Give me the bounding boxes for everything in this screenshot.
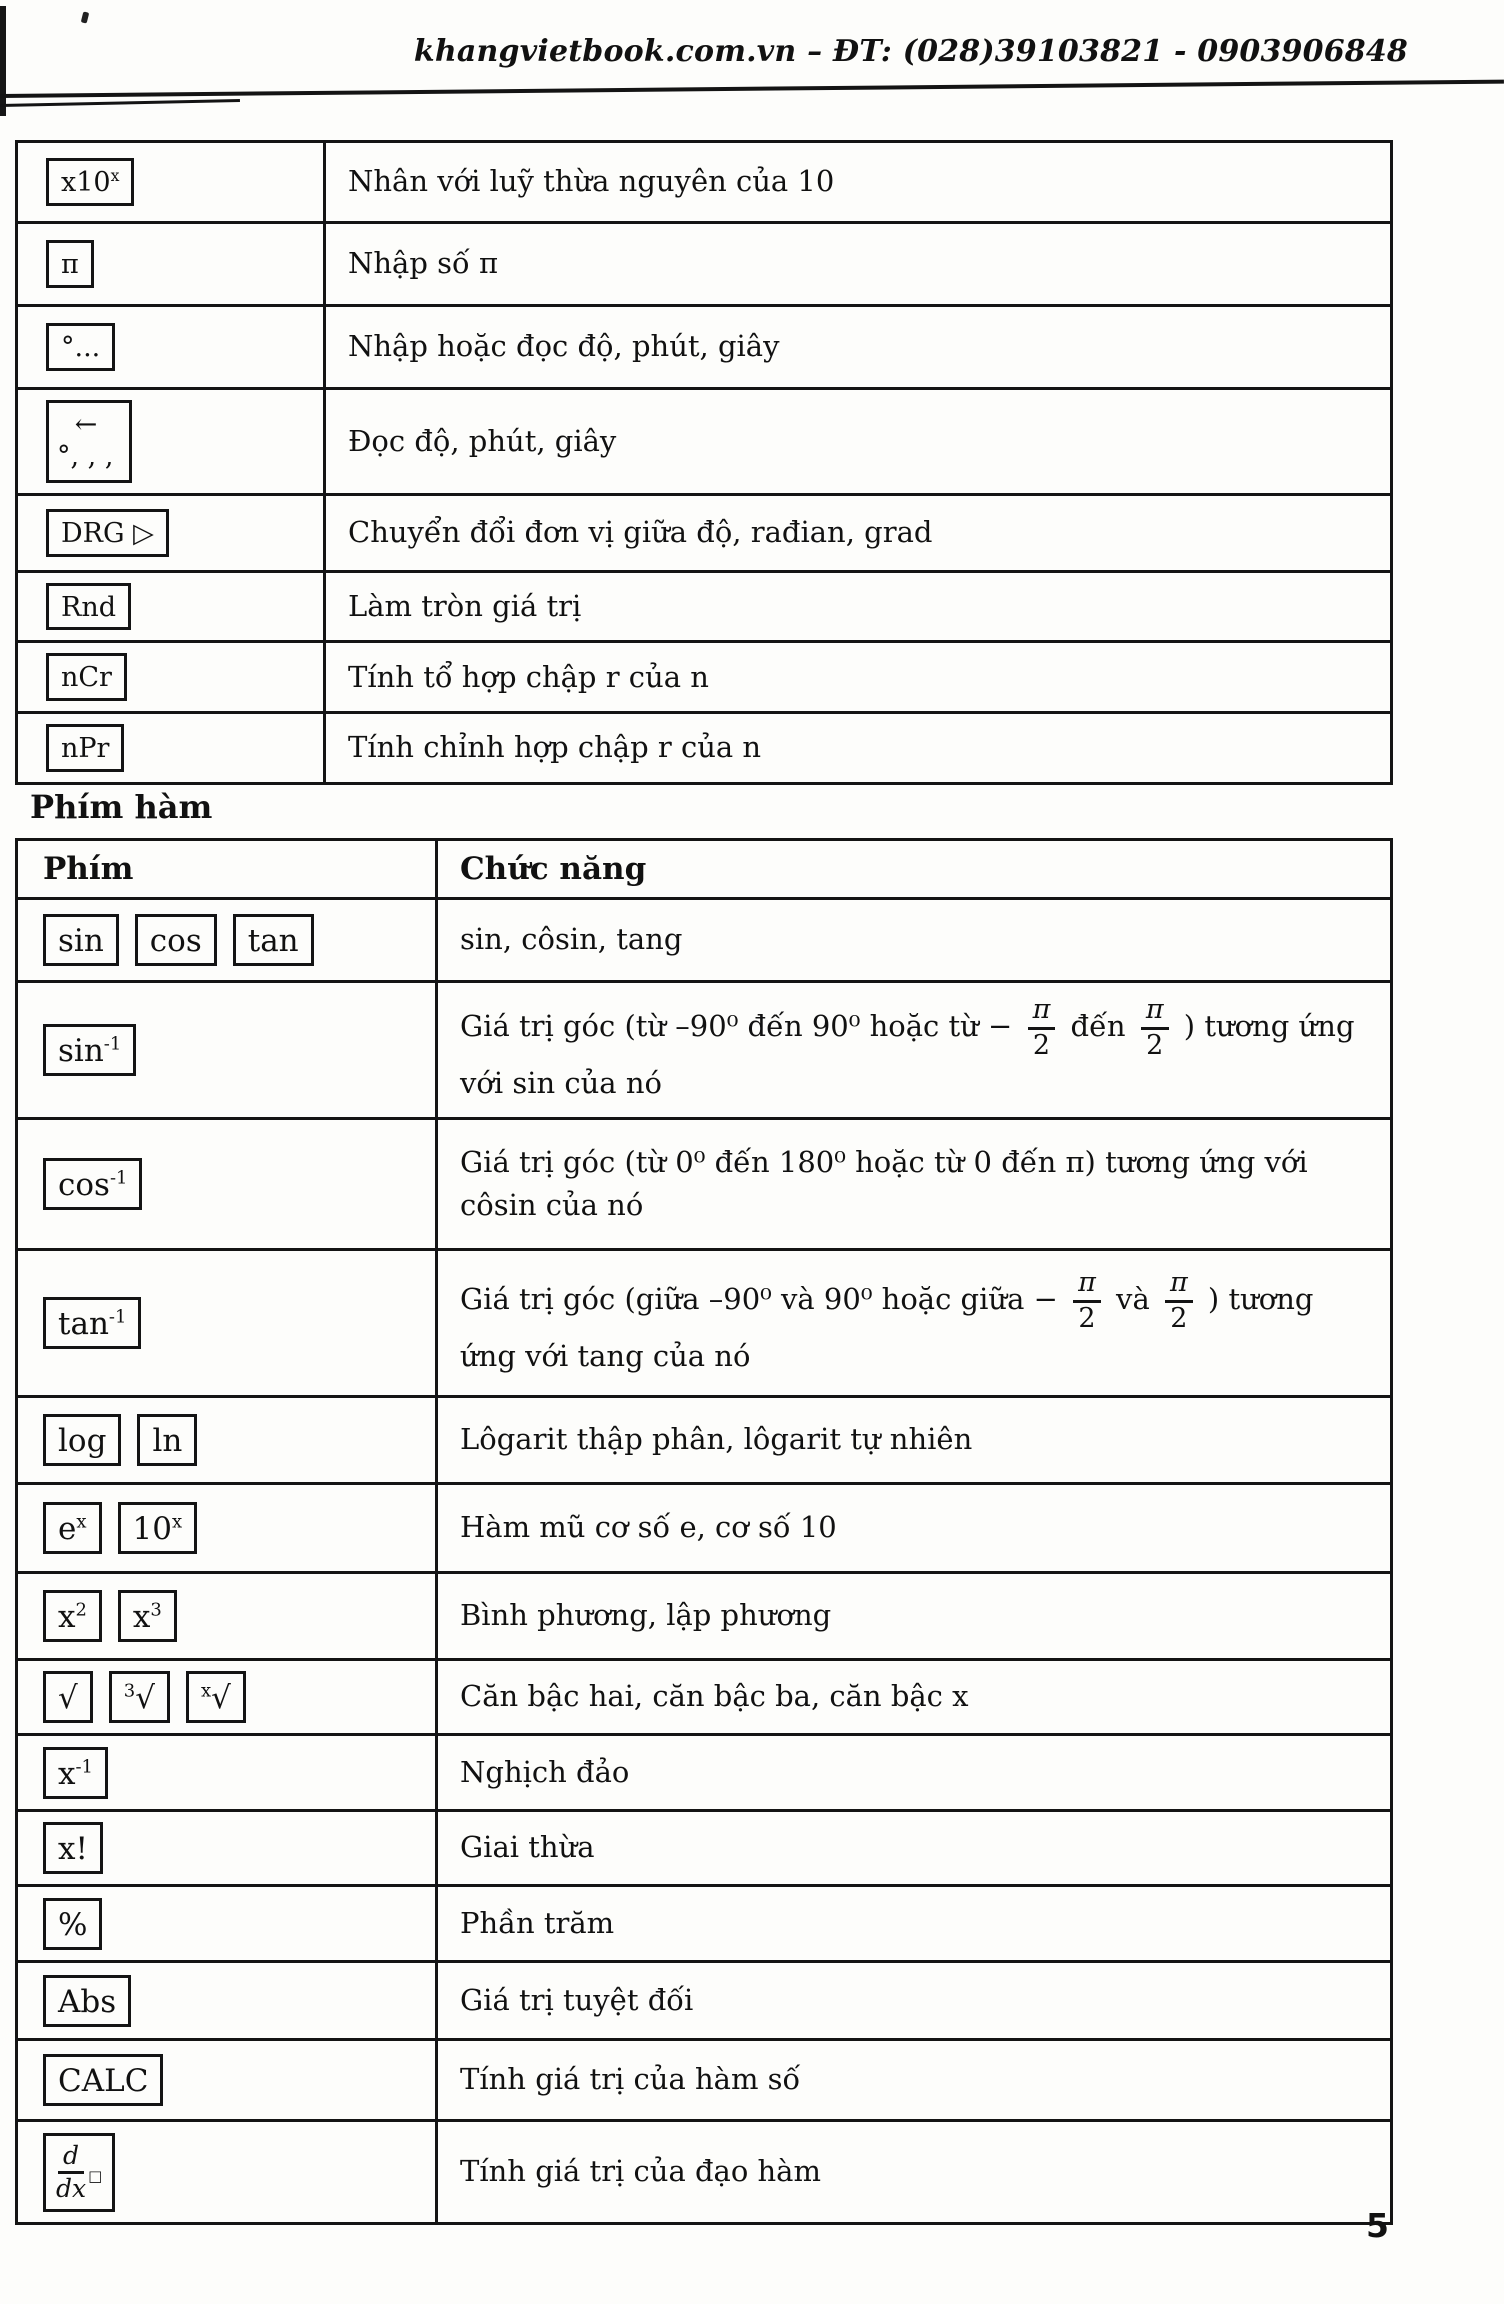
calc-key: tan — [233, 914, 314, 966]
table-row — [18, 493, 1390, 570]
calc-key: Abs — [43, 1975, 131, 2027]
key-cell — [18, 573, 326, 641]
function-description: Chuyển đổi đơn vị giữa độ, rađian, grad — [348, 515, 933, 550]
table-row — [18, 711, 1390, 782]
key-cell — [18, 900, 438, 980]
key-cell — [18, 1398, 438, 1482]
function-description: Đọc độ, phút, giây — [348, 423, 617, 458]
function-description: Làm tròn giá trị — [348, 588, 582, 623]
function-cell — [326, 307, 1390, 387]
function-cell — [438, 1812, 1390, 1884]
key-line: °, , , — [57, 441, 114, 473]
function-description: Tính chỉnh hợp chập r của n — [348, 730, 762, 765]
key-cell — [18, 496, 326, 570]
function-description: Căn bậc hai, căn bậc ba, căn bậc x — [460, 1679, 969, 1714]
key-line: ← — [74, 409, 98, 440]
fraction-denominator: 2 — [1170, 1302, 1188, 1334]
key-cell — [18, 2122, 438, 2222]
function-cell — [438, 1398, 1390, 1482]
calc-key: $e^x$ — [43, 1502, 102, 1554]
function-description: Hàm mũ cơ số e, cơ số 10 — [460, 1510, 837, 1545]
key-superscript: -1 — [108, 1306, 127, 1328]
fraction-denominator: 2 — [1032, 1029, 1051, 1061]
function-description: Giá trị góc (giữa –90⁰ và 90⁰ hoặc giữa − $\frac{\pi}{2}$ và $\frac{\pi}{2}$ ) tương ứng với tang của nó — [460, 1267, 1314, 1374]
calc-key: ln — [137, 1414, 197, 1466]
calc-key — [43, 2133, 115, 2212]
calc-key: Rnd — [46, 583, 131, 631]
function-cell — [326, 390, 1390, 493]
header-rule — [0, 80, 1504, 98]
calc-key: $\sin^{-1}$ — [43, 1024, 136, 1076]
table-row — [18, 1117, 1390, 1248]
function-cell — [326, 714, 1390, 782]
key-cell — [18, 1736, 438, 1809]
calc-key: π — [46, 240, 94, 288]
table-row — [18, 1658, 1390, 1733]
table-row — [18, 1960, 1390, 2038]
function-cell — [326, 573, 1390, 641]
key-cell — [18, 643, 326, 711]
key-superscript: -1 — [109, 1167, 128, 1189]
key-cell — [18, 714, 326, 782]
calc-key: log — [43, 1414, 121, 1466]
function-cell — [438, 1251, 1390, 1395]
table-row — [18, 1733, 1390, 1809]
table-header-row — [18, 841, 1390, 897]
function-cell — [438, 1661, 1390, 1733]
key-cell — [18, 1887, 438, 1960]
function-cell — [438, 1574, 1390, 1658]
calc-key: nCr — [46, 653, 127, 701]
calc-key: $^3$√ — [109, 1671, 170, 1723]
scan-mark-artifact — [81, 11, 89, 23]
column-header-function: Chức năng — [460, 851, 647, 887]
calc-key: $\tan^{-1}$ — [43, 1297, 141, 1349]
key-reference-table — [15, 140, 1393, 785]
key-cell — [18, 1812, 438, 1884]
header-rule-secondary — [0, 99, 240, 107]
function-description: Bình phương, lập phương — [460, 1598, 832, 1633]
key-superscript: x — [171, 1511, 183, 1533]
key-cell — [18, 2041, 438, 2119]
calc-key: % — [43, 1898, 102, 1950]
function-cell — [326, 143, 1390, 221]
fraction-numerator: π — [1028, 994, 1056, 1029]
table-row — [18, 2119, 1390, 2222]
fraction — [56, 2141, 86, 2204]
fraction-denominator: dx — [56, 2173, 87, 2203]
function-cell — [438, 1736, 1390, 1809]
function-description: Phần trăm — [460, 1905, 615, 1940]
fraction-numerator: π — [1073, 1267, 1101, 1302]
key-superscript: -1 — [103, 1033, 122, 1055]
table-row — [18, 143, 1390, 221]
table-row — [18, 640, 1390, 711]
function-cell — [438, 1485, 1390, 1571]
key-presuperscript: x — [200, 1680, 212, 1702]
calc-key: $^x$√ — [186, 1671, 246, 1723]
function-cell — [438, 1963, 1390, 2038]
scan-spine-artifact — [0, 6, 6, 116]
fraction — [1141, 994, 1169, 1062]
fraction-numerator: π — [1141, 994, 1169, 1029]
calc-key: nPr — [46, 724, 124, 772]
calc-key: DRG ▷ — [46, 509, 169, 557]
table-row — [18, 221, 1390, 304]
calc-key — [46, 400, 132, 483]
function-cell — [438, 983, 1390, 1117]
function-cell — [326, 643, 1390, 711]
function-description: Tính giá trị của hàm số — [460, 2062, 801, 2097]
fraction-denominator: 2 — [1078, 1302, 1096, 1334]
function-cell — [326, 496, 1390, 570]
table-row — [18, 980, 1390, 1117]
key-superscript: x — [76, 1511, 87, 1533]
calc-key: $x^2$ — [43, 1590, 102, 1642]
calc-key: x10$^x$ — [46, 158, 134, 206]
key-cell — [18, 1574, 438, 1658]
function-description: Giá trị góc (từ 0⁰ đến 180⁰ hoặc từ 0 đến π) tương ứng với côsin của nó — [460, 1144, 1308, 1222]
function-cell — [438, 1120, 1390, 1248]
function-cell — [438, 1887, 1390, 1960]
calc-key: √ — [43, 1671, 93, 1723]
key-cell — [18, 983, 438, 1117]
table-row — [18, 1884, 1390, 1960]
fraction — [1073, 1267, 1101, 1335]
calc-key: °... — [46, 323, 115, 371]
key-suffix: □ — [88, 2166, 103, 2185]
fraction-numerator: d — [58, 2141, 84, 2174]
key-cell — [18, 1251, 438, 1395]
function-description: Nghịch đảo — [460, 1754, 630, 1789]
calc-key: $x^{-1}$ — [43, 1747, 108, 1799]
table-row — [18, 1809, 1390, 1884]
header-credit: khangvietbook.com.vn – ĐT: (028)39103821 - 0903906848 — [413, 34, 1408, 69]
function-description: Nhân với luỹ thừa nguyên của 10 — [348, 164, 835, 199]
key-cell — [18, 1120, 438, 1248]
function-description: Giá trị tuyệt đối — [460, 1982, 694, 2017]
key-cell — [18, 390, 326, 493]
fraction-denominator: 2 — [1146, 1029, 1164, 1061]
key-superscript: 3 — [150, 1599, 162, 1621]
function-cell — [438, 900, 1390, 980]
table-row — [18, 1571, 1390, 1658]
function-description: Giá trị góc (từ –90⁰ đến 90⁰ hoặc từ − $\frac{\pi}{2}$ đến $\frac{\pi}{2}$ ) tương ứng với sin của nó — [460, 994, 1355, 1101]
function-cell — [438, 2122, 1390, 2222]
calc-key: CALC — [43, 2054, 163, 2106]
section-heading: Phím hàm — [30, 788, 213, 826]
fraction-numerator: π — [1165, 1267, 1193, 1302]
function-cell — [438, 2041, 1390, 2119]
table-row — [18, 304, 1390, 387]
table-row — [18, 1395, 1390, 1482]
function-description: Tính tổ hợp chập r của n — [348, 659, 709, 694]
column-header-key: Phím — [18, 841, 438, 897]
key-presuperscript: 3 — [123, 1680, 136, 1702]
calc-key: sin — [43, 914, 119, 966]
table-row — [18, 1482, 1390, 1571]
page-number: 5 — [1366, 2206, 1389, 2245]
key-cell — [18, 307, 326, 387]
table-row — [18, 897, 1390, 980]
fraction — [1028, 994, 1056, 1062]
key-superscript: -1 — [75, 1756, 93, 1778]
key-superscript: 2 — [75, 1599, 87, 1621]
key-cell — [18, 224, 326, 304]
key-superscript: x — [110, 166, 120, 186]
function-description: Tính giá trị của đạo hàm — [460, 2154, 821, 2189]
key-cell — [18, 143, 326, 221]
function-description: Nhập số π — [348, 246, 499, 281]
function-description: Giai thừa — [460, 1830, 595, 1865]
function-description: sin, côsin, tang — [460, 922, 683, 957]
function-cell — [326, 224, 1390, 304]
key-cell — [18, 1485, 438, 1571]
function-key-table — [15, 838, 1393, 2225]
calc-key: cos — [135, 914, 217, 966]
key-cell — [18, 1661, 438, 1733]
calc-key: $\cos^{-1}$ — [43, 1158, 142, 1210]
calc-key: 10$^x$ — [118, 1502, 198, 1554]
table-row — [18, 387, 1390, 493]
key-cell — [18, 1963, 438, 2038]
table-row — [18, 570, 1390, 641]
calc-key: $x^3$ — [118, 1590, 177, 1642]
fraction — [1165, 1267, 1193, 1335]
table-row — [18, 2038, 1390, 2119]
function-description: Lôgarit thập phân, lôgarit tự nhiên — [460, 1422, 973, 1457]
table-row — [18, 1248, 1390, 1395]
function-description: Nhập hoặc đọc độ, phút, giây — [348, 329, 780, 364]
calc-key: x! — [43, 1822, 103, 1874]
